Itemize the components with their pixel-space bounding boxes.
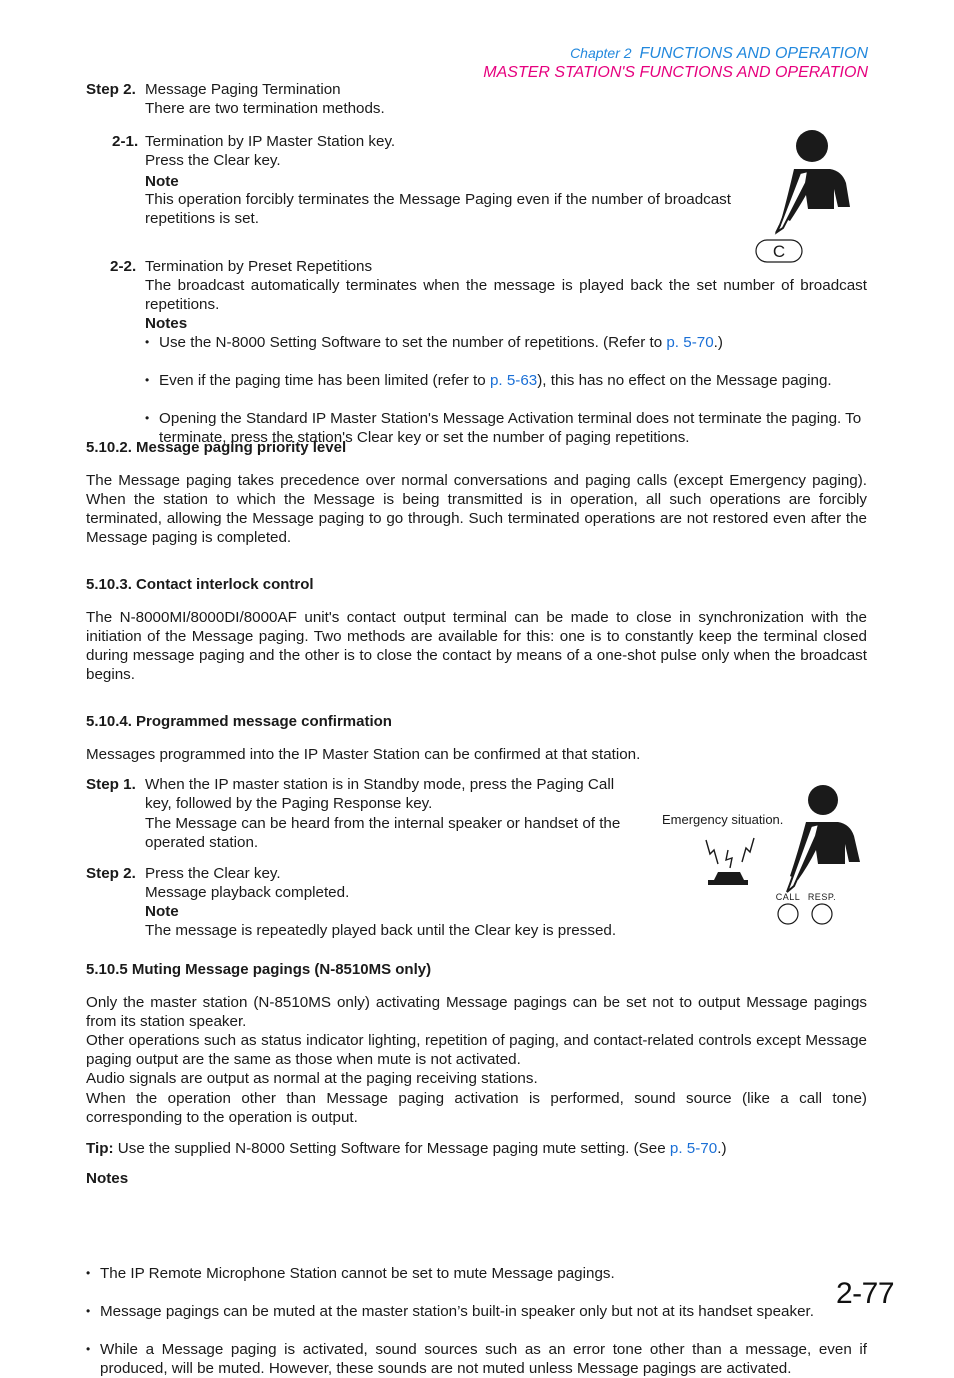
substep-description: The broadcast automatically terminates when the message is played back the set number of broadcast repetitions. [145,277,867,313]
notes-label: Notes [145,315,188,332]
section-paragraph: When the operation other than Message paging activation is performed, sound source (like a call tone) corresponding to the operation is output. [86,1090,867,1126]
note-bullet: • The IP Remote Microphone Station cannot be set to mute Message pagings. [86,1264,881,1283]
call-key-label: CALL [775,892,801,902]
note-label: Note [145,173,179,190]
sound-wave-icon [742,838,754,862]
section-body: The Message paging takes precedence over normal conversations and paging calls (except Emergency paging). When the station to which the Message is being transmitted is in operation, all such operations are forcibly terminated, allowing the Message paging to go through. Such terminated operations are not restored even after the Message paging is completed. [86,472,867,546]
notes-label: Notes [86,1170,129,1187]
page-link[interactable]: p. 5-63 [489,372,538,389]
resp-key-label: RESP. [807,892,837,902]
note-text: This operation forcibly terminates the Message Paging even if the number of broadcast repetitions is set. [145,191,731,227]
chapter-number: Chapter 2 [570,45,632,61]
note-text: The message is repeatedly played back until the Clear key is pressed. [145,922,617,939]
step-text: When the IP master station is in Standby mode, press the Paging Call key, followed by the Paging Response key. [145,776,615,812]
section-heading: 5.10.4. Programmed message confirmation [86,713,392,730]
section-paragraph: Only the master station (N-8510MS only) activating Message pagings can be set not to output Message pagings from its station speaker. [86,994,867,1030]
step-description: There are two termination methods. [145,100,385,117]
sound-wave-icon [726,850,732,868]
clear-key-label: C [772,242,786,261]
note-bullet: • Message pagings can be muted at the master station’s built-in speaker only but not at its handset speaker. [86,1302,881,1321]
head-shape [796,130,828,162]
section-heading: 5.10.5 Muting Message pagings (N-8510MS only) [86,961,432,978]
page-number: 2-77 [835,1277,894,1310]
step-text: The Message can be heard from the internal speaker or handset of the operated station. [145,815,621,851]
chapter-title: FUNCTIONS AND OPERATION [639,45,868,62]
running-header-chapter [570,44,868,63]
page-link[interactable]: p. 5-70 [669,1140,718,1157]
step-label: Step 1. [86,776,136,793]
tip: Tip: Use the supplied N-8000 Setting Software for Message paging mute setting. (See p. 5-70.) [86,1140,727,1157]
step-label: Step 2. [86,865,136,882]
note-bullet: • While a Message paging is activated, sound sources such as an error tone other than a message, even if produced, will be muted. However, these sounds are not muted unless Message pagings are activated. [86,1340,867,1378]
section-body: The N-8000MI/8000DI/8000AF unit's contact output terminal can be made to close in synchronization with the initiation of the Message paging. Two methods are available for this: one is to constantly keep the terminal closed during message paging and the other is to close the contact by means of a one-shot pulse only when the broadcast begins. [86,609,867,683]
head-shape [808,785,838,815]
emergency-situation-figure [660,780,870,930]
operator-press-clear-figure [750,125,860,270]
section-heading: 5.10.2. Message paging priority level [86,439,347,456]
section-heading: 5.10.3. Contact interlock control [86,576,314,593]
page-link[interactable]: p. 5-70 [666,334,714,351]
note-bullet: • Even if the paging time has been limited (refer to p. 5-63), this has no effect on the Message paging. [145,371,881,390]
section-paragraph: Other operations such as status indicator lighting, repetition of paging, and contact-related controls except Message paging output are the same as those when mute is not activated. [86,1032,867,1068]
section-intro: Messages programmed into the IP Master Station can be confirmed at that station. [86,746,641,763]
call-key-icon [778,904,798,924]
note-bullet: • Opening the Standard IP Master Station's Message Activation terminal does not terminate the paging. To terminate, press the station's Clear key or set the number of paging repetitions. [145,409,881,447]
section-paragraph: Audio signals are output as normal at the paging receiving stations. [86,1070,538,1087]
step-text: Press the Clear key. [145,865,281,882]
speaker-icon [714,872,744,880]
step-label: Step 2. [86,81,136,98]
substep-label: 2-1. [112,133,139,150]
running-header-section: MASTER STATION'S FUNCTIONS AND OPERATION [483,64,868,81]
step-text: Message playback completed. [145,884,350,901]
substep-title: Termination by IP Master Station key. [145,133,396,150]
step-title: Message Paging Termination [145,81,341,98]
tip-label: Tip: [86,1140,114,1157]
note-label: Note [145,903,179,920]
sound-wave-icon [706,840,718,864]
note-bullet: • Use the N-8000 Setting Software to set the number of repetitions. (Refer to p. 5-70.) [145,333,881,352]
substep-instruction: Press the Clear key. [145,152,281,169]
resp-key-icon [812,904,832,924]
figure-caption: Emergency situation. [662,812,784,827]
substep-title: Termination by Preset Repetitions [145,258,373,275]
substep-label: 2-2. [110,258,137,275]
